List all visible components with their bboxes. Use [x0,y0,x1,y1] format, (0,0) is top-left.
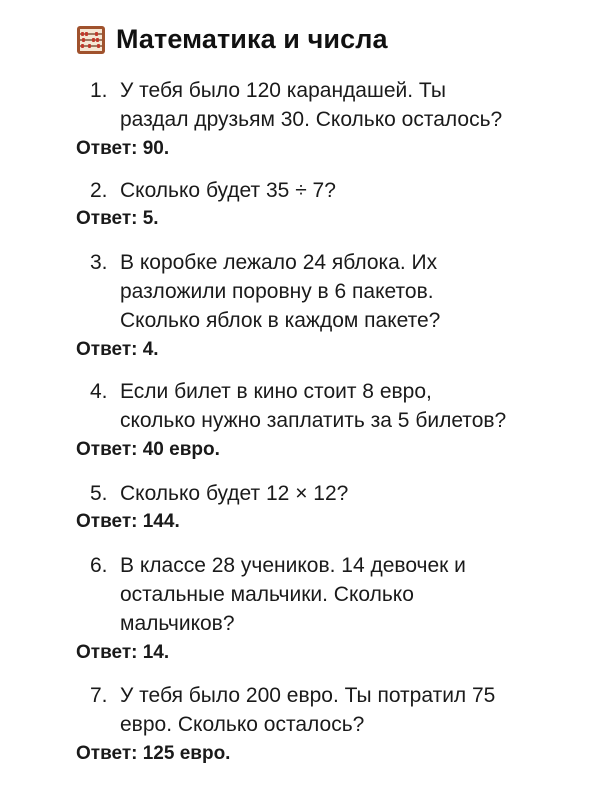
question-line: У тебя было 200 евро. Ты потратил 75 [120,684,496,707]
question-line: Если билет в кино стоит 8 евро, [120,380,432,403]
question-line: мальчиков? [120,612,235,635]
answer-text: Ответ: 5. [76,208,159,229]
answer-text: Ответ: 40 евро. [76,439,220,460]
answer-text: Ответ: 4. [76,339,159,360]
question-line: остальные мальчики. Сколько [120,583,414,606]
question-number: 7. [90,684,108,707]
question-number: 6. [90,554,108,577]
question-number: 2. [90,179,108,202]
question-line: У тебя было 120 карандашей. Ты [120,79,446,102]
page-title: Математика и числа [116,24,388,54]
question-number: 5. [90,482,108,505]
question-line: В классе 28 учеников. 14 девочек и [120,554,466,577]
question-line: Сколько будет 12 × 12? [120,482,349,505]
question-line: евро. Сколько осталось? [120,713,365,736]
answer-text: Ответ: 144. [76,511,180,532]
question-line: сколько нужно заплатить за 5 билетов? [120,409,507,432]
answer-text: Ответ: 90. [76,138,170,159]
question-line: разложили поровну в 6 пакетов. [120,280,434,303]
question-number: 1. [90,79,108,102]
answer-text: Ответ: 125 евро. [76,743,231,764]
question-line: Сколько яблок в каждом пакете? [120,309,441,332]
question-number: 3. [90,251,108,274]
question-line: Сколько будет 35 ÷ 7? [120,179,336,202]
question-line: В коробке лежало 24 яблока. Их [120,251,438,274]
answer-text: Ответ: 14. [76,642,170,663]
question-line: раздал друзьям 30. Сколько осталось? [120,108,503,131]
header [76,24,388,55]
abacus-icon [76,25,106,55]
question-number: 4. [90,380,108,403]
